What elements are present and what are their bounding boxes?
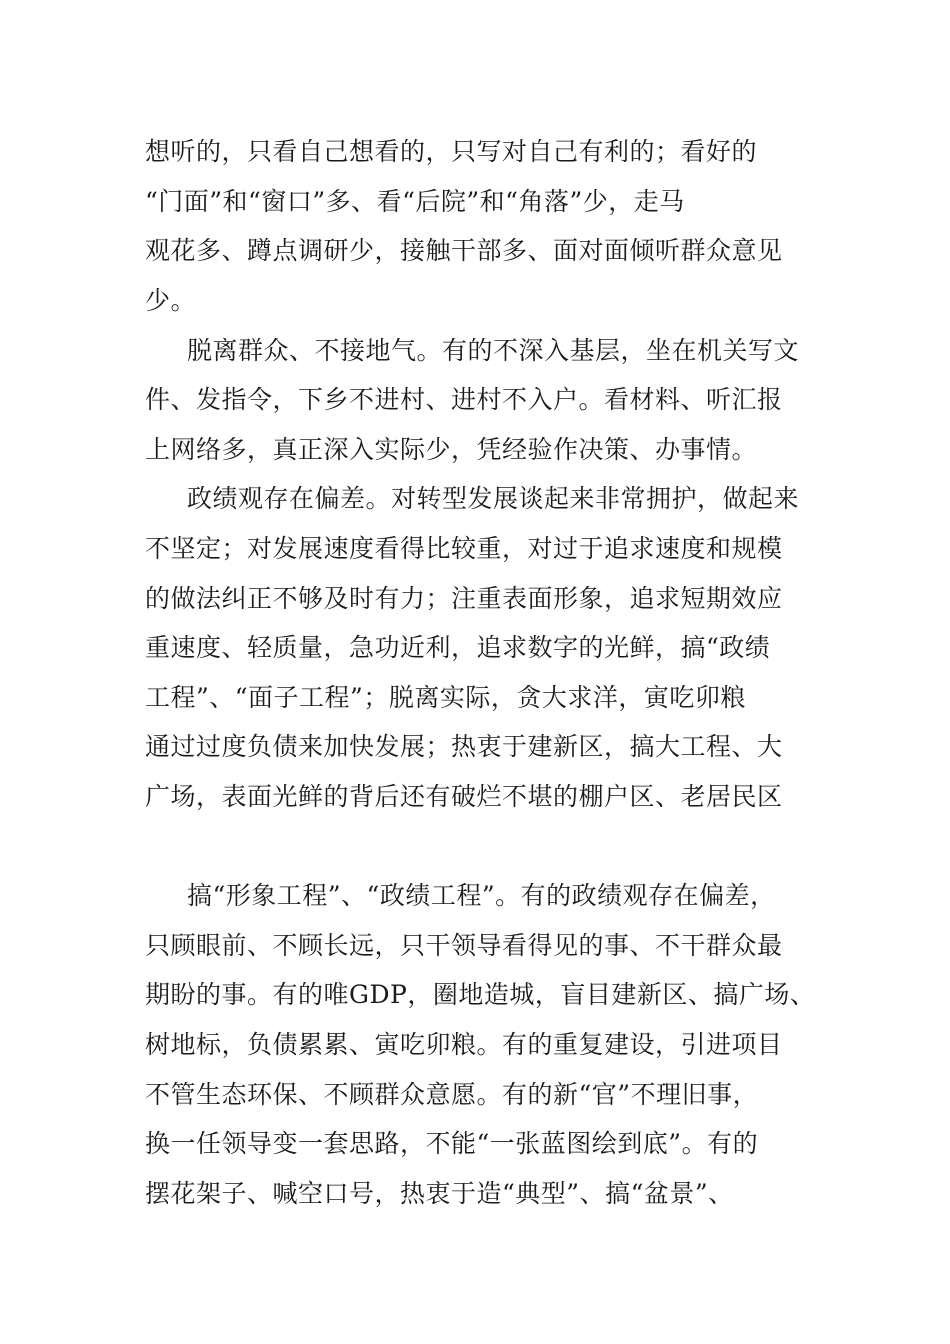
paragraph-4-line-3: 期盼的事。有的唯GDP，圈地造城，盲目建新区、搞广场、 [145, 980, 816, 1009]
paragraph-1-line-3: 观花多、蹲点调研少，接触干部多、面对面倾听群众意见 [145, 236, 783, 265]
paragraph-2-line-3: 上网络多，真正深入实际少，凭经验作决策、办事情。 [145, 435, 758, 464]
paragraph-1-line-4: 少。 [145, 286, 197, 315]
paragraph-4-line-2: 只顾眼前、不顾长远，只干领导看得见的事、不干群众最 [145, 931, 783, 960]
paragraph-4-line-5: 不管生态环保、不顾群众意愿。有的新“官”不理旧事， [145, 1080, 759, 1109]
paragraph-4-line-6: 换一任领导变一套思路，不能“一张蓝图绘到底”。有的 [145, 1129, 759, 1158]
paragraph-3-line-3: 的做法纠正不够及时有力；注重表面形象，追求短期效应 [145, 584, 783, 613]
paragraph-3-line-4: 重速度、轻质量，急功近利，追求数字的光鲜，搞“政绩 [145, 633, 771, 662]
paragraph-2-line-1: 脱离群众、不接地气。有的不深入基层，坐在机关写文 [187, 336, 800, 365]
paragraph-4-line-1: 搞“形象工程”、“政绩工程”。有的政绩观存在偏差， [187, 881, 776, 910]
paragraph-4-line-4: 树地标，负债累累、寅吃卯粮。有的重复建设，引进项目 [145, 1030, 783, 1059]
paragraph-3-line-5: 工程”、“面子工程”；脱离实际，贪大求洋，寅吃卯粮 [145, 683, 746, 712]
paragraph-1-line-1: 想听的，只看自己想看的，只写对自己有利的；看好的 [145, 137, 758, 166]
paragraph-3-line-1: 政绩观存在偏差。对转型发展谈起来非常拥护，做起来 [187, 484, 800, 513]
paragraph-3-line-6: 通过过度负债来加快发展；热衷于建新区，搞大工程、大 [145, 732, 783, 761]
paragraph-1-line-2: “门面”和“窗口”多、看“后院”和“角落”少，走马 [145, 187, 685, 216]
paragraph-3-line-7: 广场，表面光鲜的背后还有破烂不堪的棚户区、老居民区 [145, 782, 783, 811]
paragraph-3-line-2: 不坚定；对发展速度看得比较重，对过于追求速度和规模 [145, 534, 783, 563]
paragraph-4-line-7: 摆花架子、喊空口号，热衷于造“典型”、搞“盆景”、 [145, 1179, 734, 1208]
paragraph-2-line-2: 件、发指令，下乡不进村、进村不入户。看材料、听汇报 [145, 385, 783, 414]
